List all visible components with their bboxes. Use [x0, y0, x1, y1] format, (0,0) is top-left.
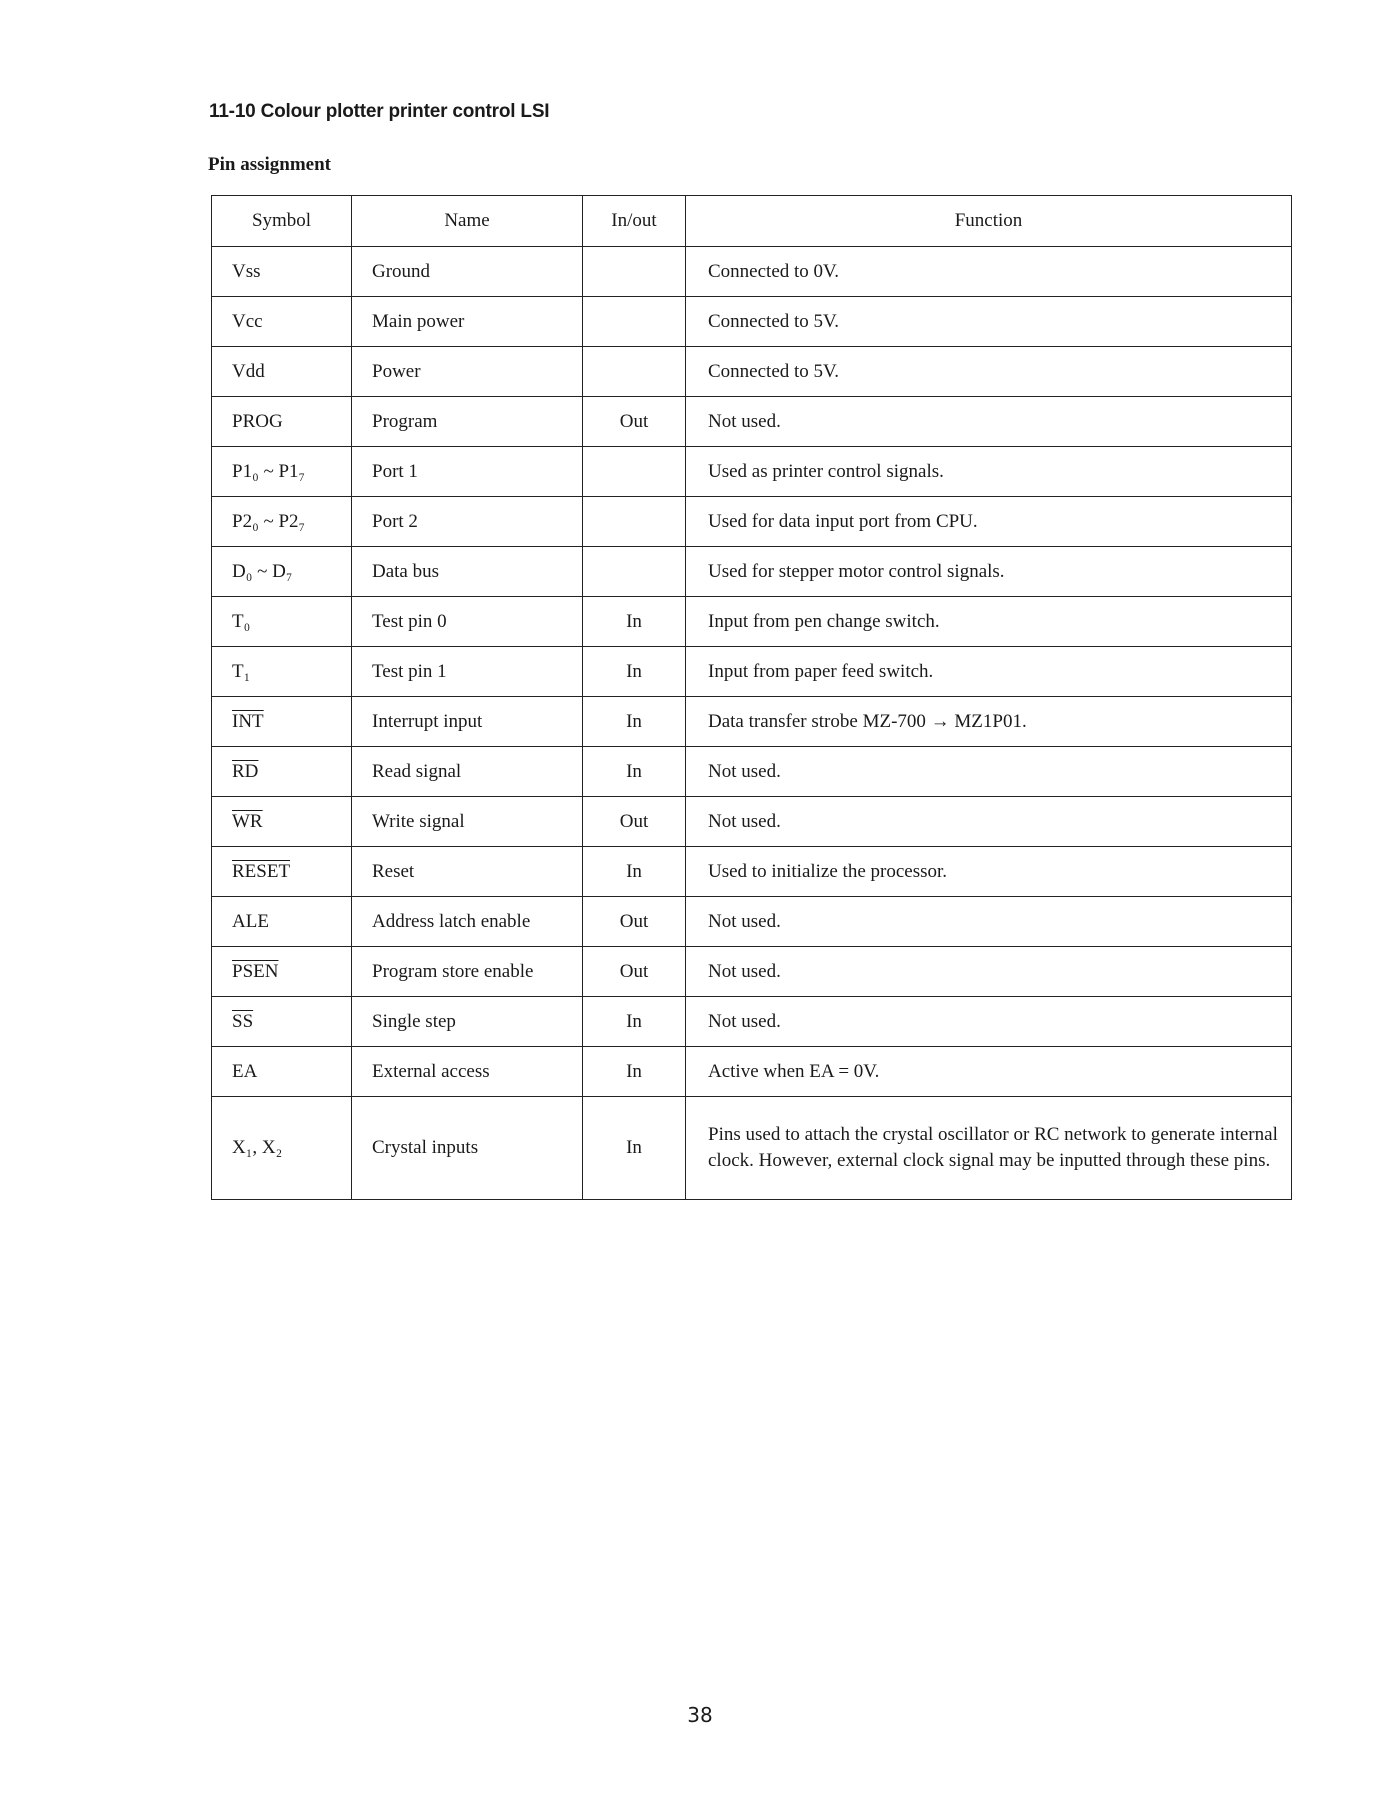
symbol-text: Vcc	[232, 310, 263, 332]
symbol-text: T₀	[232, 610, 251, 632]
cell-inout: In	[583, 997, 686, 1047]
table-row	[212, 247, 1292, 297]
table-row	[212, 597, 1292, 647]
cell-name: Data bus	[352, 547, 583, 597]
header-symbol: Symbol	[212, 196, 352, 247]
cell-inout	[583, 497, 686, 547]
table-header-row	[212, 196, 1292, 247]
symbol-text: Vdd	[232, 360, 265, 382]
table-row	[212, 497, 1292, 547]
cell-symbol	[212, 1047, 352, 1097]
table-row	[212, 997, 1292, 1047]
cell-inout	[583, 297, 686, 347]
cell-name: Read signal	[352, 747, 583, 797]
cell-inout: Out	[583, 797, 686, 847]
table-row	[212, 897, 1292, 947]
cell-inout: Out	[583, 897, 686, 947]
cell-inout: In	[583, 847, 686, 897]
table-row	[212, 747, 1292, 797]
cell-symbol	[212, 897, 352, 947]
cell-inout	[583, 447, 686, 497]
table-row	[212, 547, 1292, 597]
cell-symbol	[212, 597, 352, 647]
table-row	[212, 397, 1292, 447]
cell-function: Input from pen change switch.	[686, 597, 1292, 647]
table-row	[212, 447, 1292, 497]
cell-function: Not used.	[686, 997, 1292, 1047]
section-title: 11-10 Colour plotter printer control LSI	[209, 101, 550, 122]
cell-name: Address latch enable	[352, 897, 583, 947]
cell-function: Connected to 5V.	[686, 347, 1292, 397]
table-row	[212, 797, 1292, 847]
cell-function: Used to initialize the processor.	[686, 847, 1292, 897]
cell-inout	[583, 347, 686, 397]
cell-function: Used as printer control signals.	[686, 447, 1292, 497]
cell-name: Power	[352, 347, 583, 397]
cell-symbol	[212, 347, 352, 397]
symbol-text: $\overline{SS}$	[232, 1010, 254, 1032]
cell-name: Single step	[352, 997, 583, 1047]
cell-symbol	[212, 447, 352, 497]
table-row	[212, 1097, 1292, 1200]
cell-function: Active when EA = 0V.	[686, 1047, 1292, 1097]
cell-inout: In	[583, 647, 686, 697]
cell-function: Not used.	[686, 897, 1292, 947]
table-row	[212, 297, 1292, 347]
cell-symbol	[212, 247, 352, 297]
header-name: Name	[352, 196, 583, 247]
symbol-text: $\overline{WR}$	[232, 810, 263, 832]
cell-symbol	[212, 947, 352, 997]
cell-function: Data transfer strobe MZ-700 → MZ1P01.	[686, 697, 1292, 747]
cell-symbol	[212, 497, 352, 547]
cell-name: Interrupt input	[352, 697, 583, 747]
cell-name: External access	[352, 1047, 583, 1097]
cell-inout: In	[583, 597, 686, 647]
symbol-text: P2₀ ~ P2₇	[232, 510, 306, 532]
cell-function: Used for stepper motor control signals.	[686, 547, 1292, 597]
symbol-text: P1₀ ~ P1₇	[232, 460, 306, 482]
cell-name: Test pin 0	[352, 597, 583, 647]
table-row	[212, 647, 1292, 697]
cell-symbol	[212, 747, 352, 797]
cell-name: Write signal	[352, 797, 583, 847]
pin-assignment-table	[211, 195, 1292, 1200]
cell-function: Not used.	[686, 397, 1292, 447]
cell-function: Input from paper feed switch.	[686, 647, 1292, 697]
cell-name: Test pin 1	[352, 647, 583, 697]
header-inout: In/out	[583, 196, 686, 247]
cell-function: Connected to 5V.	[686, 297, 1292, 347]
cell-inout: In	[583, 1047, 686, 1097]
table-row	[212, 697, 1292, 747]
table-row	[212, 347, 1292, 397]
symbol-text: $\overline{INT}$	[232, 710, 264, 732]
symbol-text: T₁	[232, 660, 251, 682]
cell-symbol	[212, 797, 352, 847]
cell-symbol	[212, 397, 352, 447]
cell-inout: In	[583, 747, 686, 797]
cell-name: Port 1	[352, 447, 583, 497]
cell-name: Crystal inputs	[352, 1097, 583, 1200]
symbol-text: Vss	[232, 260, 261, 282]
cell-name: Main power	[352, 297, 583, 347]
cell-name: Port 2	[352, 497, 583, 547]
cell-symbol	[212, 1097, 352, 1200]
symbol-text: PROG	[232, 410, 283, 432]
cell-function: Pins used to attach the crystal oscillator or RC network to generate internal clock. However, external clock signal may be inputted through these pins.	[686, 1097, 1292, 1200]
table-row	[212, 947, 1292, 997]
cell-name: Reset	[352, 847, 583, 897]
cell-symbol	[212, 697, 352, 747]
page-number: 38	[687, 1703, 713, 1727]
table-row	[212, 847, 1292, 897]
cell-inout: In	[583, 1097, 686, 1200]
symbol-text: EA	[232, 1060, 258, 1082]
cell-inout: In	[583, 697, 686, 747]
cell-inout: Out	[583, 947, 686, 997]
table-row	[212, 1047, 1292, 1097]
cell-inout: Out	[583, 397, 686, 447]
subtitle: Pin assignment	[208, 154, 331, 175]
cell-function: Connected to 0V.	[686, 247, 1292, 297]
cell-symbol	[212, 997, 352, 1047]
cell-name: Ground	[352, 247, 583, 297]
cell-symbol	[212, 297, 352, 347]
cell-name: Program	[352, 397, 583, 447]
symbol-text: PSEN	[232, 960, 279, 982]
cell-function: Not used.	[686, 747, 1292, 797]
cell-function: Not used.	[686, 947, 1292, 997]
cell-symbol	[212, 647, 352, 697]
cell-function: Not used.	[686, 797, 1292, 847]
cell-inout	[583, 247, 686, 297]
symbol-text: X₁, X₂	[232, 1137, 283, 1158]
cell-symbol	[212, 847, 352, 897]
symbol-text: $\overline{RD}$	[232, 760, 259, 782]
cell-name: Program store enable	[352, 947, 583, 997]
cell-function: Used for data input port from CPU.	[686, 497, 1292, 547]
symbol-text: D₀ ~ D₇	[232, 560, 293, 582]
cell-symbol	[212, 547, 352, 597]
cell-inout	[583, 547, 686, 597]
header-function: Function	[686, 196, 1292, 247]
symbol-text: RESET	[232, 860, 291, 882]
symbol-text: ALE	[232, 910, 269, 932]
